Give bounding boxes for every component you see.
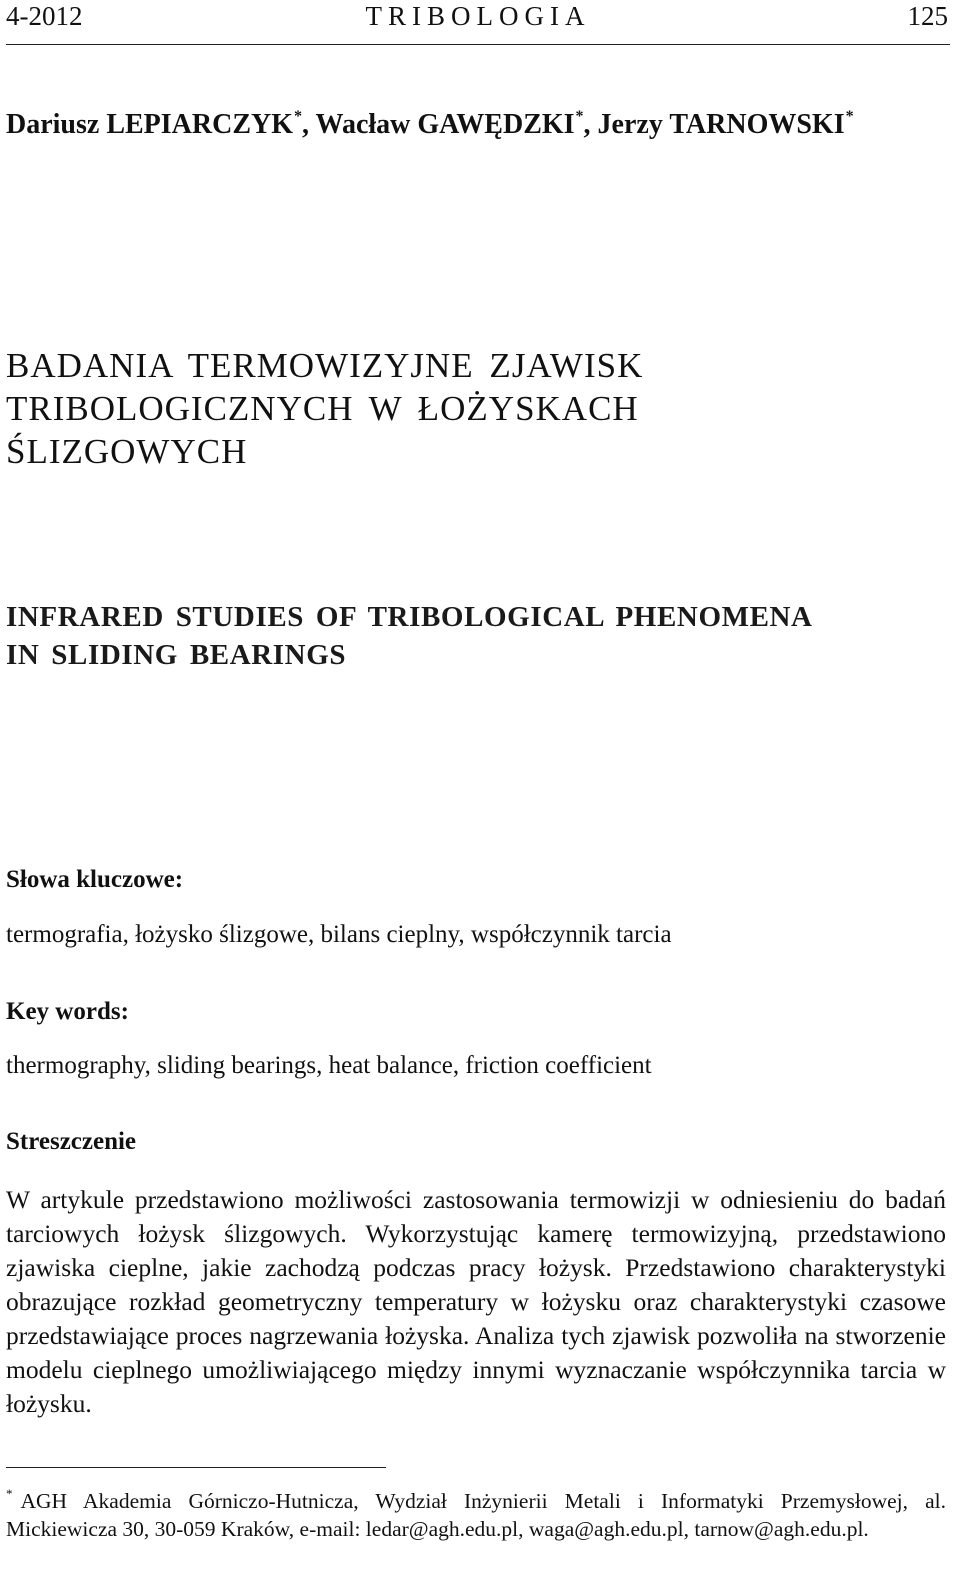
affiliation-marker: * — [294, 108, 303, 125]
author-name: Jerzy TARNOWSKI — [597, 109, 845, 140]
author-name: Wacław GAWĘDZKI — [315, 109, 575, 140]
running-header — [6, 0, 950, 45]
keywords-pl-label: Słowa kluczowe: — [6, 866, 184, 893]
affiliation-footnote — [6, 1480, 946, 1543]
author-list — [6, 108, 854, 141]
title-line: IN SLIDING BEARINGS — [6, 639, 347, 671]
author-separator: , — [583, 109, 598, 140]
title-line: ŚLIZGOWYCH — [6, 432, 248, 471]
keywords-pl-text: termografia, łożysko ślizgowe, bilans cieplny, współczynnik tarcia — [6, 921, 672, 948]
journal-name: TRIBOLOGIA — [365, 1, 591, 31]
paper-title-polish — [6, 344, 643, 473]
issue-number: 4-2012 — [6, 1, 83, 31]
footnote-text: AGH Akademia Górniczo-Hutnicza, Wydział Inżynierii Metali i Informatyki Przemysłowej, al. Mickiewicza 30, 30-059 Kraków, e-mail: ledar@agh.edu.pl, waga@agh.edu.pl, tarnow@agh.edu.pl. — [6, 1489, 946, 1541]
author-name: Dariusz LEPIARCZYK — [6, 109, 294, 140]
title-line: TRIBOLOGICZNYCH W ŁOŻYSKACH — [6, 389, 639, 428]
page-number: 125 — [907, 1, 948, 31]
affiliation-marker: * — [575, 108, 584, 125]
footnote-marker: * — [6, 1486, 13, 1501]
paper-title-english — [6, 598, 813, 674]
title-line: BADANIA TERMOWIZYJNE ZJAWISK — [6, 346, 644, 385]
author-separator: , — [302, 109, 316, 140]
title-line: INFRARED STUDIES OF TRIBOLOGICAL PHENOMENA — [6, 601, 813, 633]
paper-page — [6, 0, 950, 1585]
keywords-en-label: Key words: — [6, 998, 129, 1025]
affiliation-marker: * — [845, 108, 854, 125]
abstract-text: W artykule przedstawiono możliwości zastosowania termowizji w odniesieniu do badań tarciowych łożysk ślizgowych. Wykorzystując kamerę termowizyjną, przedstawiono zjawiska cieplne, jakie zachodzą podczas pracy łożysk. Przedstawiono charakterystyki obrazujące rozkład geometryczny temperatury w łożysku oraz charakterystyki czasowe przedstawiające proces nagrzewania łożyska. Analiza tych zjawisk pozwoliła na stworzenie modelu cieplnego umożliwiającego między innymi wyznaczanie współczynnika tarcia w łożysku. — [6, 1185, 946, 1418]
keywords-en-text: thermography, sliding bearings, heat balance, friction coefficient — [6, 1052, 652, 1079]
footnote-divider — [6, 1467, 386, 1468]
abstract-label: Streszczenie — [6, 1128, 137, 1155]
